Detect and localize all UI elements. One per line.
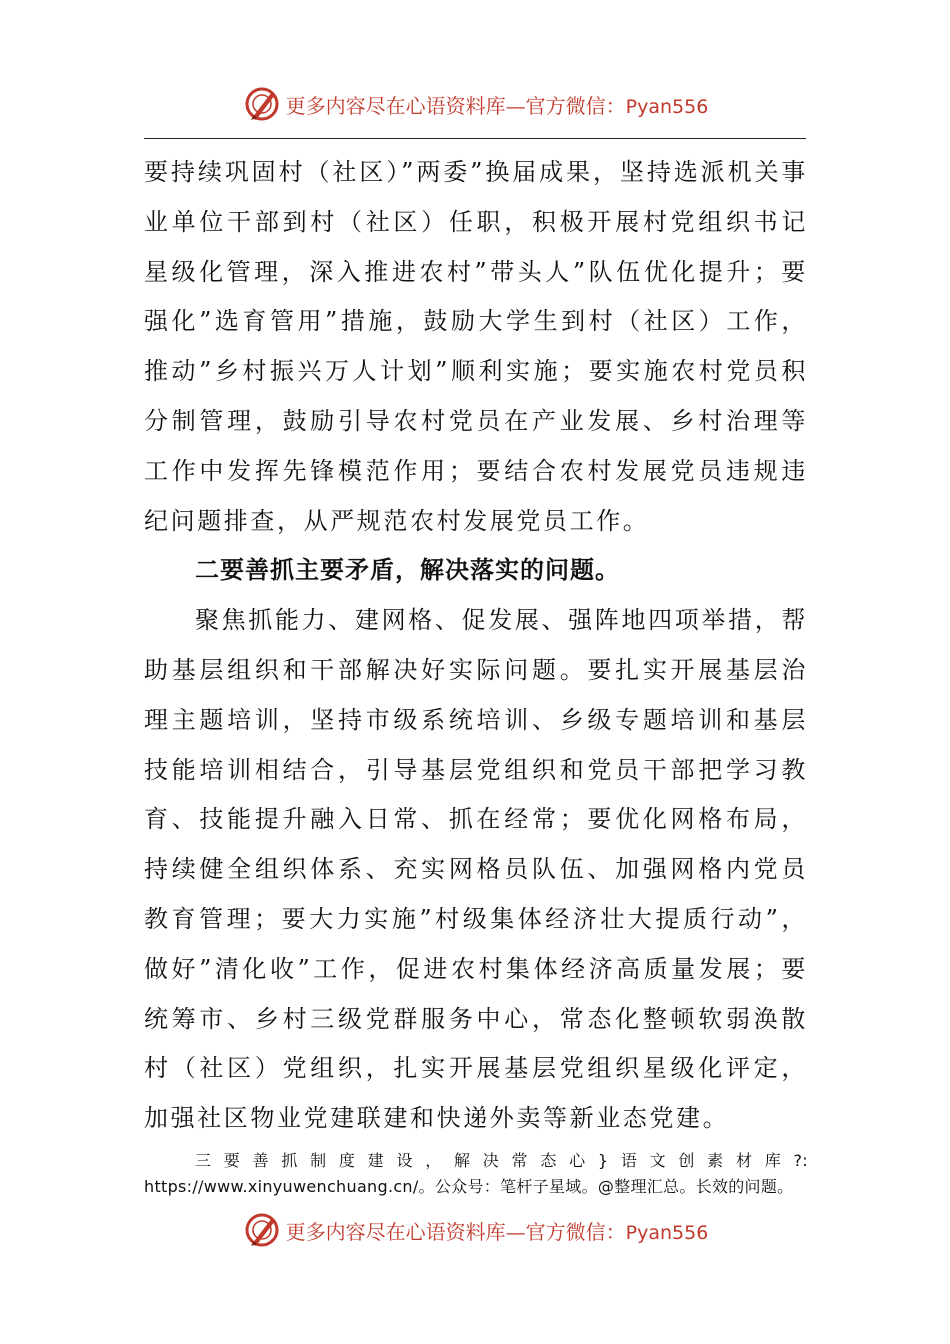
document-body <box>144 148 808 1200</box>
banner-slogan: 更多内容尽在心语资料库—官方微信： <box>285 93 626 118</box>
paragraph-3: 三要善抓制度建设，解决常态心}语文创素材库?: https://www.xinyuwenchuang.cn/。公众号：笔杆子星域。@整理汇总。长效的问题。 <box>144 1150 808 1196</box>
wechat-id[interactable]: Pyan556 <box>625 1221 709 1244</box>
paragraph-1: 要持续巩固村（社区）”两委”换届成果，坚持选派机关事业单位干部到村（社区）任职，积极开展村党组织书记星级化管理，深入推进农村”带头人”队伍优化提升；要强化”选育管用”措施，鼓励大学生到村（社区）工作，推动”乡村振兴万人计划”顺利实施；要实施农村党员积分制管理，鼓励引导农村党员在产业发展、乡村治理等工作中发挥先锋模范作用；要结合农村发展党员违规违纪问题排查，从严规范农村发展党员工作。 <box>144 158 808 535</box>
header-banner <box>0 84 950 124</box>
banner-slogan: 更多内容尽在心语资料库—官方微信： <box>285 1219 626 1244</box>
pen-logo-icon <box>242 1210 282 1250</box>
banner-text <box>286 90 709 119</box>
header-rule <box>144 138 806 139</box>
banner-text <box>286 1216 709 1245</box>
section-heading-2: 二要善抓主要矛盾，解决落实的问题。 <box>195 556 620 585</box>
footer-banner <box>0 1210 950 1250</box>
wechat-id[interactable]: Pyan556 <box>625 95 709 118</box>
pen-logo-icon <box>242 84 282 124</box>
paragraph-2: 聚焦抓能力、建网格、促发展、强阵地四项举措，帮助基层组织和干部解决好实际问题。要扎实开展基层治理主题培训，坚持市级系统培训、乡级专题培训和基层技能培训相结合，引导基层党组织和党员干部把学习教育、技能提升融入日常、抓在经常；要优化网格布局，持续健全组织体系、充实网格员队伍、加强网格内党员教育管理；要大力实施”村级集体经济壮大提质行动”，做好”清化收”工作，促进农村集体经济高质量发展；要统筹市、乡村三级党群服务中心，常态化整顿软弱涣散村（社区）党组织，扎实开展基层党组织星级化评定，加强社区物业党建联建和快递外卖等新业态党建。 <box>144 606 808 1133</box>
